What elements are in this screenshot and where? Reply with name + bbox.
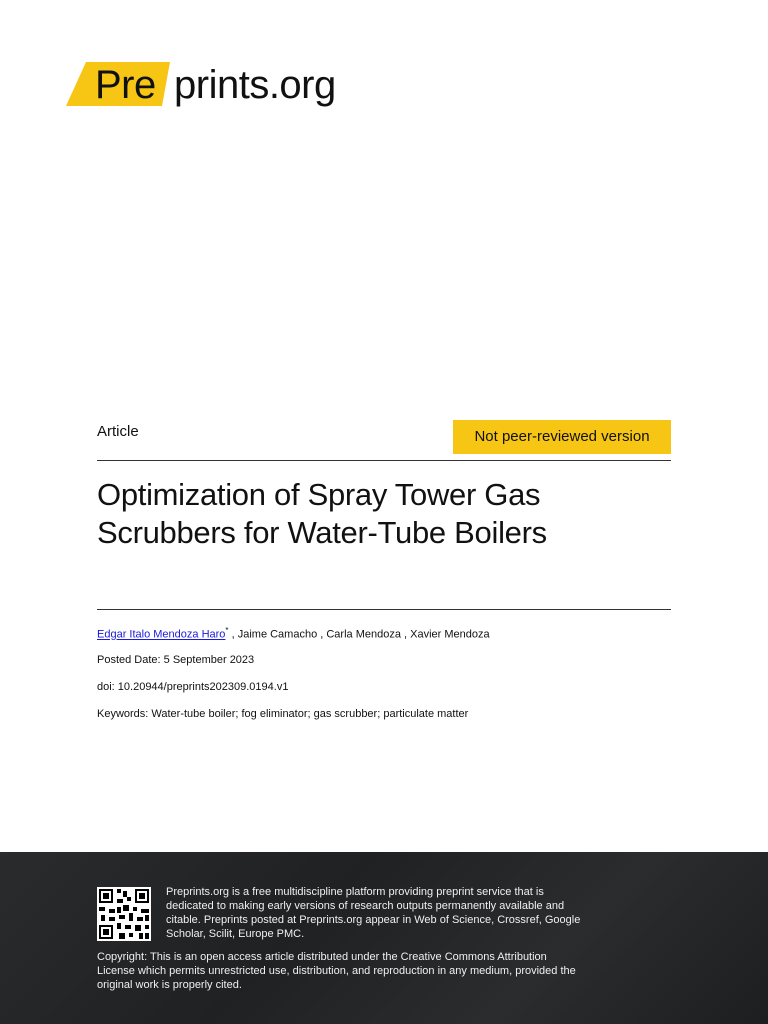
author-link-first[interactable]: Edgar Italo Mendoza Haro xyxy=(97,628,226,641)
footer-copyright-text: Copyright: This is an open access article distributed under the Creative Commons Attribution License which permits unrestricted use, distribution, and reproduction in any medium, provided the original work is properly cited. xyxy=(97,951,576,991)
middle-divider xyxy=(97,609,671,610)
logo-pre-text: Pre xyxy=(95,63,156,107)
article-title: Optimization of Spray Tower Gas Scrubbers for Water-Tube Boilers xyxy=(97,477,547,550)
keywords-text: Keywords: Water-tube boiler; fog eliminator; gas scrubber; particulate matter xyxy=(97,708,469,720)
preprints-logo[interactable] xyxy=(66,62,366,108)
qr-code-icon[interactable] xyxy=(97,887,151,941)
article-type-label: Article xyxy=(97,423,139,440)
logo-rest-text: prints.org xyxy=(174,63,336,107)
corresponding-marker: * xyxy=(225,626,229,635)
footer-about-text: Preprints.org is a free multidiscipline platform providing preprint service that is dedicated to making early versions of research outputs permanently available and citable. Preprints posted at Preprints.org appear in Web of Science, Crossref, Google Scholar, Scilit, Europe PMC. xyxy=(166,886,581,940)
other-authors: , Jaime Camacho , Carla Mendoza , Xavier Mendoza xyxy=(228,628,490,641)
posted-date: Posted Date: 5 September 2023 xyxy=(97,654,255,666)
doi-text[interactable]: doi: 10.20944/preprints202309.0194.v1 xyxy=(97,681,289,693)
author-list xyxy=(97,626,490,641)
top-divider xyxy=(97,460,671,461)
peer-review-badge: Not peer-reviewed version xyxy=(453,420,671,454)
